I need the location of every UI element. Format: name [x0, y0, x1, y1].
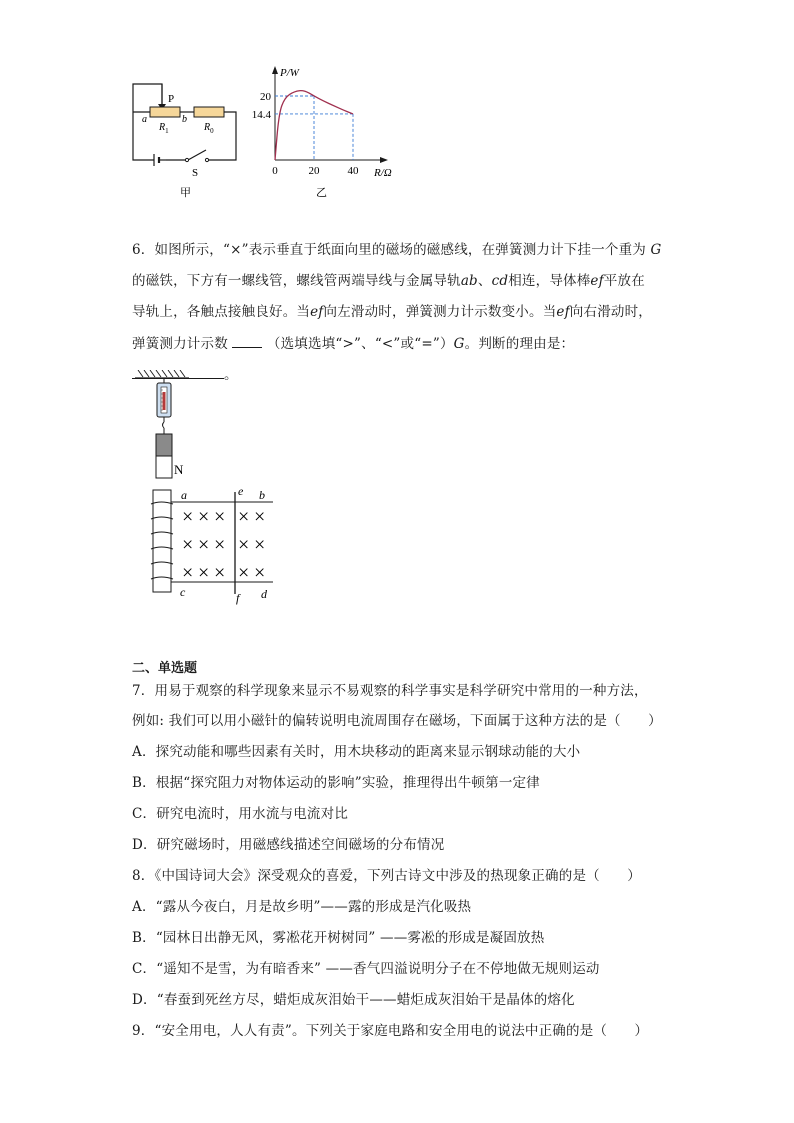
svg-text:×: × — [254, 534, 266, 556]
svg-text:×: × — [254, 562, 266, 584]
section-title: 二、单选题 — [132, 661, 198, 676]
svg-text:×: × — [182, 562, 194, 584]
svg-text:×: × — [214, 562, 226, 584]
svg-text:×: × — [238, 534, 250, 556]
solenoid — [151, 490, 173, 592]
caption-jia: 甲 — [180, 187, 191, 199]
x-axis-arrow-icon — [380, 157, 388, 163]
q8-line1: 8．《中国诗词大会》深受观众的喜爱，下列古诗文中涉及的热现象正确的是（ ） — [132, 868, 641, 884]
q8-option-d[interactable]: D．“春蚕到死丝方尽，蜡炬成灰泪始干——蜡炬成灰泪始干是晶体的熔化 — [132, 992, 575, 1008]
label-b: b — [182, 114, 187, 125]
label-rod-f: f — [236, 591, 240, 605]
svg-text:×: × — [182, 506, 194, 528]
svg-text:×: × — [238, 506, 250, 528]
label-r1: $R_1$ — [159, 122, 169, 135]
q7-option-b[interactable]: B．根据“探究阻力对物体运动的影响”实验，推理得出牛顿第一定律 — [132, 775, 540, 791]
circuit-diagram — [126, 80, 246, 200]
svg-text:×: × — [254, 506, 266, 528]
caption-yi: 乙 — [316, 187, 327, 199]
q9-line1: 9．“安全用电，人人有责”。下列关于家庭电路和安全用电的说法中正确的是（ ） — [132, 1023, 649, 1039]
resistor-r0 — [194, 107, 224, 117]
label-p: P — [168, 93, 175, 105]
spring-scale — [157, 383, 171, 417]
q6-line1: 6．如图所示，“×”表示垂直于纸面向里的磁场的磁感线，在弹簧测力计下挂一个重为 G — [132, 242, 662, 258]
resistor-r1 — [150, 107, 180, 117]
y-axis-arrow-icon — [272, 66, 278, 74]
y-tick-label: 20 — [260, 91, 271, 103]
q8-option-b[interactable]: B．“园林日出静无风，雾凇花开树树同” ——雾凇的形成是凝固放热 — [132, 930, 545, 946]
svg-text:×: × — [214, 534, 226, 556]
label-n: N — [174, 462, 184, 477]
magnetic-field-crosses — [182, 506, 265, 584]
answer-blank-1[interactable] — [232, 333, 262, 348]
label-r0: $R_0$ — [204, 122, 214, 135]
svg-text:×: × — [198, 506, 210, 528]
q7-line2: 例如: 我们可以用小磁针的偏转说明电流周围存在磁场，下面属于这种方法的是（ ） — [132, 713, 662, 729]
q8-option-a[interactable]: A．“露从今夜白，月是故乡明”——露的形成是汽化吸热 — [132, 899, 472, 915]
svg-text:×: × — [182, 534, 194, 556]
y-tick-label: 14.4 — [252, 108, 271, 121]
power-resistance-graph — [252, 62, 412, 200]
svg-text:×: × — [238, 562, 250, 584]
q8-option-c[interactable]: C．“遥知不是雪，为有暗香来” ——香气四溢说明分子在不停地做无规则运动 — [132, 961, 600, 977]
bar-magnet — [156, 434, 172, 478]
magnet-solenoid-diagram — [128, 370, 288, 610]
q7-option-a[interactable]: A．探究动能和哪些因素有关时，用木块移动的距离来显示钢球动能的大小 — [132, 744, 581, 760]
q6-line3: 导轨上，各触点接触良好。当ef向左滑动时，弹簧测力计示数变小。当ef向右滑动时， — [132, 304, 652, 320]
label-rail-c: c — [180, 585, 186, 599]
label-rail-d: d — [261, 587, 267, 601]
x-tick-label: 20 — [308, 165, 320, 177]
label-rail-a: a — [181, 488, 187, 502]
label-a: a — [142, 114, 147, 125]
label-rail-b: b — [259, 488, 265, 502]
q7-line1: 7．用易于观察的科学现象来显示不易观察的科学事实是科学研究中常用的一种方法， — [132, 683, 648, 699]
x-axis-label: R/Ω — [374, 167, 392, 179]
x-tick-label: 40 — [347, 165, 359, 177]
svg-text:×: × — [214, 506, 226, 528]
q6-line5: 。 — [132, 364, 238, 385]
y-axis-label: P/W — [280, 67, 299, 79]
q6-line2: 的磁铁，下方有一螺线管，螺线管两端导线与金属导轨ab、cd相连，导体棒ef平放在 — [132, 273, 645, 289]
svg-text:×: × — [198, 562, 210, 584]
label-s: S — [192, 167, 199, 179]
svg-text:×: × — [198, 534, 210, 556]
q7-option-c[interactable]: C．研究电流时，用水流与电流对比 — [132, 806, 349, 822]
label-rod-e: e — [238, 484, 244, 498]
x-tick-label: 0 — [272, 165, 278, 177]
q7-option-d[interactable]: D．研究磁场时，用磁感线描述空间磁场的分布情况 — [132, 837, 445, 853]
q6-line4: 弹簧测力计示数 （选填选填“>”、“<”或“=”）G。判断的理由是： — [132, 333, 574, 354]
